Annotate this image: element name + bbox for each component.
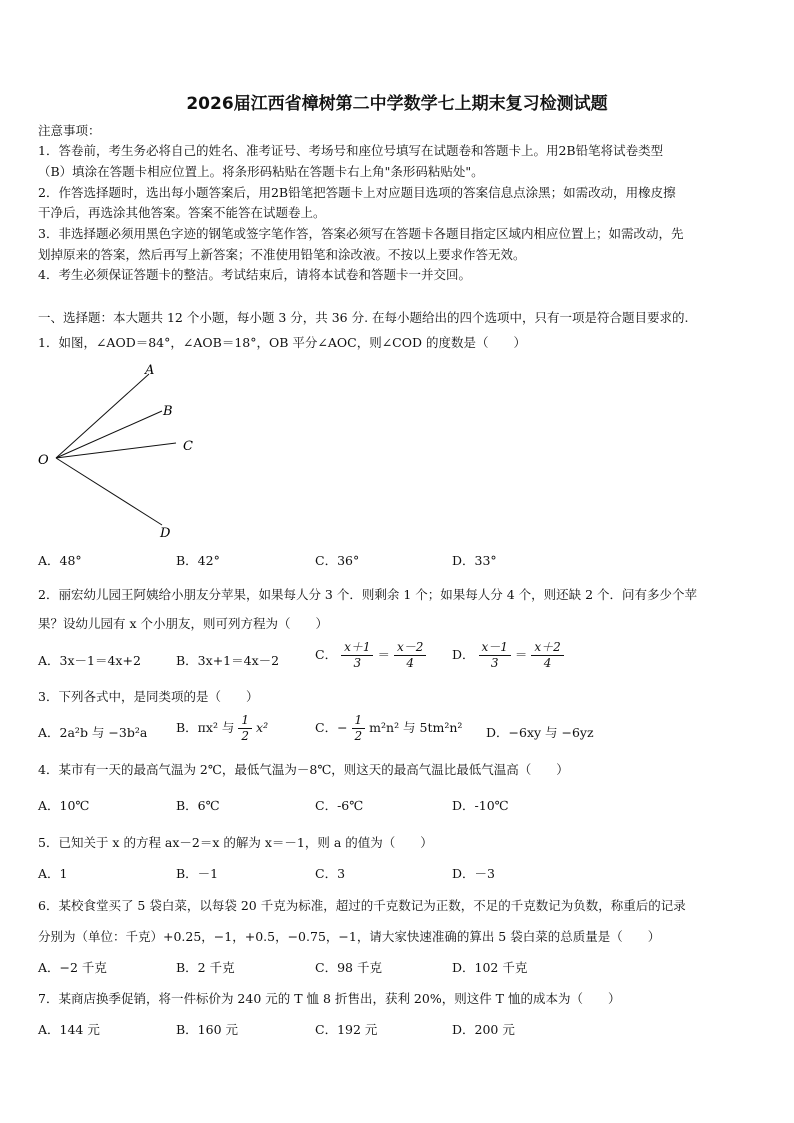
term: x²	[256, 720, 269, 735]
question-2-stem-2: 果？设幼儿园有 x 个小朋友，则可列方程为（ ）	[38, 616, 328, 631]
denominator: 2	[241, 729, 250, 743]
page-title: 2026届江西省樟树第二中学数学七上期末复习检测试题	[186, 94, 608, 114]
q4-option-b[interactable]: B．6℃	[176, 798, 220, 813]
q2-option-a[interactable]: A．3x－1＝4x+2	[38, 653, 141, 668]
question-3-stem: 3．下列各式中，是同类项的是（ ）	[38, 689, 259, 704]
fraction	[394, 640, 426, 671]
notice-line: 3．非选择题必须用黑色字迹的钢笔或签字笔作答，答案必须写在答题卡各题目指定区域内相应位置上；如需改动，先	[38, 226, 684, 241]
option-label: C．−	[315, 720, 348, 735]
label-b: B	[163, 404, 173, 419]
q7-option-b[interactable]: B．160 元	[176, 1022, 239, 1037]
equals: ＝	[377, 647, 390, 662]
q1-option-b[interactable]: B．42°	[176, 553, 220, 568]
numerator: 1	[352, 713, 366, 729]
q2-option-b[interactable]: B．3x+1＝4x－2	[176, 653, 280, 668]
notice-line: 划掉原来的答案，然后再写上新答案；不准使用铅笔和涂改液。不按以上要求作答无效。	[38, 247, 526, 262]
q1-option-d[interactable]: D．33°	[452, 553, 497, 568]
q5-option-c[interactable]: C．3	[315, 866, 346, 881]
equals: ＝	[514, 647, 528, 662]
q4-option-c[interactable]: C．-6℃	[315, 798, 364, 813]
section-heading: 一、选择题：本大题共 12 个小题，每小题 3 分，共 36 分. 在每小题给出的四个选项中，只有一项是符合题目要求的.	[38, 310, 689, 325]
label-a: A	[145, 363, 155, 378]
q5-option-d[interactable]: D．－3	[452, 866, 495, 881]
notice-line: 2．作答选择题时，选出每小题答案后，用2B铅笔把答题卡上对应题目选项的答案信息点涂黑；如需改动，用橡皮擦	[38, 185, 676, 200]
notice-line: 4．考生必须保证答题卡的整洁。考试结束后，请将本试卷和答题卡一并交回。	[38, 267, 471, 282]
denominator: 3	[490, 656, 499, 670]
fraction	[352, 713, 366, 744]
q5-option-b[interactable]: B．－1	[176, 866, 219, 881]
numerator: x＋1	[341, 640, 373, 656]
label-o: O	[38, 453, 49, 468]
option-label: D．	[452, 647, 475, 662]
q1-option-a[interactable]: A．48°	[38, 553, 82, 568]
question-4-stem: 4．某市有一天的最高气温为 2℃，最低气温为－8℃，则这天的最高气温比最低气温高（ ）	[38, 762, 569, 777]
option-label: B．πx² 与	[176, 720, 235, 735]
question-6-stem: 6．某校食堂买了 5 袋白菜，以每袋 20 千克为标准，超过的千克数记为正数，不足的千克数记为负数，称重后的记录	[38, 898, 686, 913]
q5-option-a[interactable]: A．1	[38, 866, 68, 881]
option-label: C．	[315, 647, 338, 662]
q3-option-b[interactable]	[176, 713, 268, 744]
notice-heading: 注意事项：	[38, 123, 101, 138]
denominator: 4	[543, 656, 552, 670]
numerator: 1	[238, 713, 252, 729]
q4-option-d[interactable]: D．-10℃	[452, 798, 509, 813]
ray-od	[56, 458, 162, 525]
q6-option-c[interactable]: C．98 千克	[315, 960, 382, 975]
question-5-stem: 5．已知关于 x 的方程 ax－2＝x 的解为 x＝－1，则 a 的值为（ ）	[38, 835, 433, 850]
q6-option-d[interactable]: D．102 千克	[452, 960, 528, 975]
label-c: C	[183, 439, 193, 454]
fraction	[531, 640, 563, 671]
q3-option-c[interactable]	[315, 713, 462, 744]
numerator: x＋2	[531, 640, 563, 656]
notice-line: 1．答卷前，考生务必将自己的姓名、准考证号、考场号和座位号填写在试题卷和答题卡上。用2B铅笔将试卷类型	[38, 143, 664, 158]
term: m²n² 与 5tm²n²	[369, 720, 463, 735]
denominator: 3	[353, 656, 362, 670]
q1-option-c[interactable]: C．36°	[315, 553, 360, 568]
denominator: 2	[354, 729, 363, 743]
q7-option-a[interactable]: A．144 元	[38, 1022, 100, 1037]
q4-option-a[interactable]: A．10℃	[38, 798, 90, 813]
fraction	[238, 713, 252, 744]
q6-option-a[interactable]: A．−2 千克	[38, 960, 107, 975]
question-7-stem: 7．某商店换季促销，将一件标价为 240 元的 T 恤 8 折售出，获利 20%，则这件 T 恤的成本为（ ）	[38, 991, 621, 1006]
numerator: x－2	[394, 640, 426, 656]
question-1-stem: 1．如图，∠AOD＝84°，∠AOB＝18°，OB 平分∠AOC，则∠COD 的度数是（ ）	[38, 335, 526, 350]
ray-oa	[56, 374, 149, 458]
q2-option-d[interactable]	[452, 640, 564, 671]
q3-option-d[interactable]: D．−6xy 与 −6yz	[486, 725, 594, 740]
question-6-stem-2: 分别为（单位：千克）+0.25，−1，+0.5，−0.75，−1，请大家快速准确的算出 5 袋白菜的总质量是（ ）	[38, 929, 661, 944]
notice-line: 干净后，再选涂其他答案。答案不能答在试题卷上。	[38, 205, 326, 220]
notice-line: （B）填涂在答题卡相应位置上。将条形码粘贴在答题卡右上角"条形码粘贴处"。	[38, 164, 484, 179]
q7-option-c[interactable]: C．192 元	[315, 1022, 378, 1037]
fraction	[341, 640, 373, 671]
label-d: D	[160, 526, 171, 541]
question-2-stem: 2．丽宏幼儿园王阿姨给小朋友分苹果，如果每人分 3 个．则剩余 1 个；如果每人分 4 个，则还缺 2 个．问有多少个苹	[38, 587, 698, 602]
q3-option-a[interactable]: A．2a²b 与 −3b²a	[38, 725, 148, 740]
q6-option-b[interactable]: B．2 千克	[176, 960, 235, 975]
numerator: x－1	[479, 640, 511, 656]
denominator: 4	[406, 656, 414, 670]
q7-option-d[interactable]: D．200 元	[452, 1022, 515, 1037]
q2-option-c[interactable]	[315, 640, 426, 671]
fraction	[479, 640, 511, 671]
angle-figure	[34, 358, 204, 543]
